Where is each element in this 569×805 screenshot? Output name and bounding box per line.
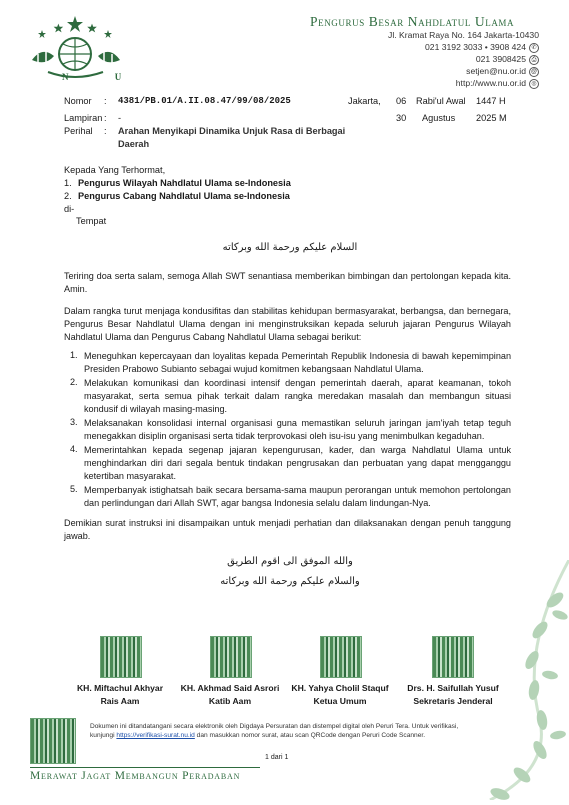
- signatory-name-4: Drs. H. Saifullah Yusuf: [407, 683, 499, 693]
- recipient-1-num: 1.: [64, 178, 72, 188]
- lampiran-value: -: [118, 113, 122, 123]
- list-item-1: Meneguhkan kepercayaan dan loyalitas kepada Pemerintah Republik Indonesia di bawah kepemimpinan Presiden Prabowo Subianto sebagai wujud komitmen kebangsaan Nahdlatul Ulama.: [84, 351, 511, 374]
- hijri-month: Rabi'ul Awal: [416, 96, 466, 106]
- footer-divider: [30, 767, 260, 768]
- perihal-label: Perihal: [64, 126, 93, 136]
- footer-slogan: Merawat Jagat Membangun Peradaban: [30, 770, 241, 782]
- colon: :: [104, 96, 107, 106]
- perihal-line-2: Daerah: [118, 139, 150, 149]
- decorative-vine: [390, 560, 569, 800]
- closing-line-2: والسلام عليكم ورحمة الله وبركاته: [220, 576, 360, 587]
- list-num-3: 3.: [70, 417, 78, 427]
- page-number: 1 dari 1: [265, 754, 289, 761]
- colon: :: [104, 126, 107, 136]
- verification-link[interactable]: https://verifikasi-surat.nu.id: [116, 732, 195, 739]
- recipient-2-num: 2.: [64, 191, 72, 201]
- list-num-1: 1.: [70, 350, 78, 360]
- perihal-line-1: Arahan Menyikapi Dinamika Unjuk Rasa di Berbagai: [118, 126, 346, 136]
- list-num-4: 4.: [70, 444, 78, 454]
- signature-qr-code: [210, 636, 252, 678]
- nomor-value: 4381/PB.01/A.II.08.47/99/08/2025: [118, 96, 291, 106]
- paragraph-2: Dalam rangka turut menjaga kondusifitas dan stabilitas kehidupan bermasyarakat, berbangsa, dan bernegara, Pengurus Besar Nahdlatul Ulama dengan ini menginstruksikan kepada seluruh jajaran Pengurus Wilayah Nahdlatul Ulama dan Pengurus Cabang Nahdlatul Ulama sebagai berikut:: [64, 306, 511, 342]
- colon: :: [104, 113, 107, 123]
- greg-year: 2025 M: [476, 113, 507, 123]
- di: di-: [64, 204, 75, 214]
- signatory-name-1: KH. Miftachul Akhyar: [76, 683, 164, 693]
- closing-line-1: والله الموفق الى اقوم الطريق: [227, 556, 353, 567]
- greg-month: Agustus: [422, 113, 456, 123]
- hijri-day: 06: [396, 96, 407, 106]
- recipient-1: Pengurus Wilayah Nahdlatul Ulama se-Indonesia: [78, 178, 291, 188]
- greeting: Kepada Yang Terhormat,: [64, 165, 166, 175]
- address: Jl. Kramat Raya No. 164 Jakarta-10430: [388, 30, 539, 40]
- list-item-3: Melaksanakan konsolidasi internal organisasi guna memastikan seluruh jaringan jam'iyah tetap teguh menegakkan disiplin organisasi serta tidak terprovokasi oleh isu-isu yang menimbulkan kegaduhan.: [84, 418, 511, 441]
- greg-day: 30: [396, 113, 407, 123]
- website[interactable]: http://www.nu.or.id ◎: [456, 78, 539, 89]
- fax-icon: ⎙: [529, 55, 539, 65]
- verification-qr-code[interactable]: [30, 718, 76, 764]
- paragraph-3: Demikian surat instruksi ini disampaikan untuk menjadi perhatian dan dilaksanakan dengan penuh tanggung jawab.: [64, 518, 511, 541]
- list-item-4: Memerintahkan kepada segenap jajaran kepengurusan, kader, dan warga Nahdlatul Ulama untuk menghindarkan diri dari segala bentuk tindakan pengrusakan dan perbuatan yang dapat mengganggu ketertiban masyarakat.: [84, 445, 511, 481]
- signatory-name-3: KH. Yahya Cholil Staquf: [291, 683, 389, 693]
- signatory-title-4: Sekretaris Jenderal: [413, 696, 493, 706]
- list-item-2: Melakukan komunikasi dan koordinasi intensif dengan pemerintah daerah, aparat keamanan, tokoh masyarakat, serta semua pihak terkait dalam rangka meredakan masalah dan membangun situasi kondusif di wilayah masing-masing.: [84, 378, 511, 414]
- nomor-label: Nomor: [64, 96, 92, 106]
- hijri-year: 1447 H: [476, 96, 506, 106]
- signatory-title-1: Rais Aam: [100, 696, 140, 706]
- email-icon: @: [530, 68, 538, 75]
- list-num-5: 5.: [70, 484, 78, 494]
- recipient-2: Pengurus Cabang Nahdlatul Ulama se-Indonesia: [78, 191, 290, 201]
- email: setjen@nu.or.id @: [466, 66, 538, 76]
- signatory-name-2: KH. Akhmad Said Asrori: [180, 683, 280, 693]
- signatory-title-2: Katib Aam: [208, 696, 252, 706]
- logo-letters: N U: [62, 72, 144, 82]
- signature-qr-code: [100, 636, 142, 678]
- fax: 021 3908425 ⎙: [476, 54, 539, 65]
- signatory-title-3: Ketua Umum: [313, 696, 367, 706]
- phone: 021 3192 3033 • 3908 424 ✆: [425, 42, 539, 53]
- list-num-2: 2.: [70, 377, 78, 387]
- salam-opening: السلام عليكم ورحمة الله وبركاته: [222, 242, 358, 253]
- globe-icon: ◎: [529, 79, 539, 89]
- verification-note: Dokumen ini ditandatangani secara elektronik oleh Digdaya Persuratan dan distempel digital oleh Peruri Tera. Untuk verifikasi, kunjungi https://verifikasi-surat.nu.id dan masukkan nomor surat, atau scan QRCode dengan Peruri Code Scanner.: [90, 723, 459, 739]
- paragraph-1: Teriring doa serta salam, semoga Allah SWT senantiasa memberikan bimbingan dan pertolongan kepada kita. Amin.: [64, 271, 511, 294]
- signature-qr-code: [320, 636, 362, 678]
- place: Jakarta,: [348, 96, 381, 106]
- org-name: Pengurus Besar Nahdlatul Ulama: [310, 14, 515, 29]
- tempat: Tempat: [76, 216, 107, 226]
- lampiran-label: Lampiran: [64, 113, 103, 123]
- list-item-5: Memperbanyak istighatsah baik secara bersama-sama maupun perorangan untuk memohon pertolongan dan perlindungan dari Allah SWT, agar bangsa Indonesia selalu dalam lindungan-Nya.: [84, 485, 511, 508]
- phone-icon: ✆: [529, 43, 539, 53]
